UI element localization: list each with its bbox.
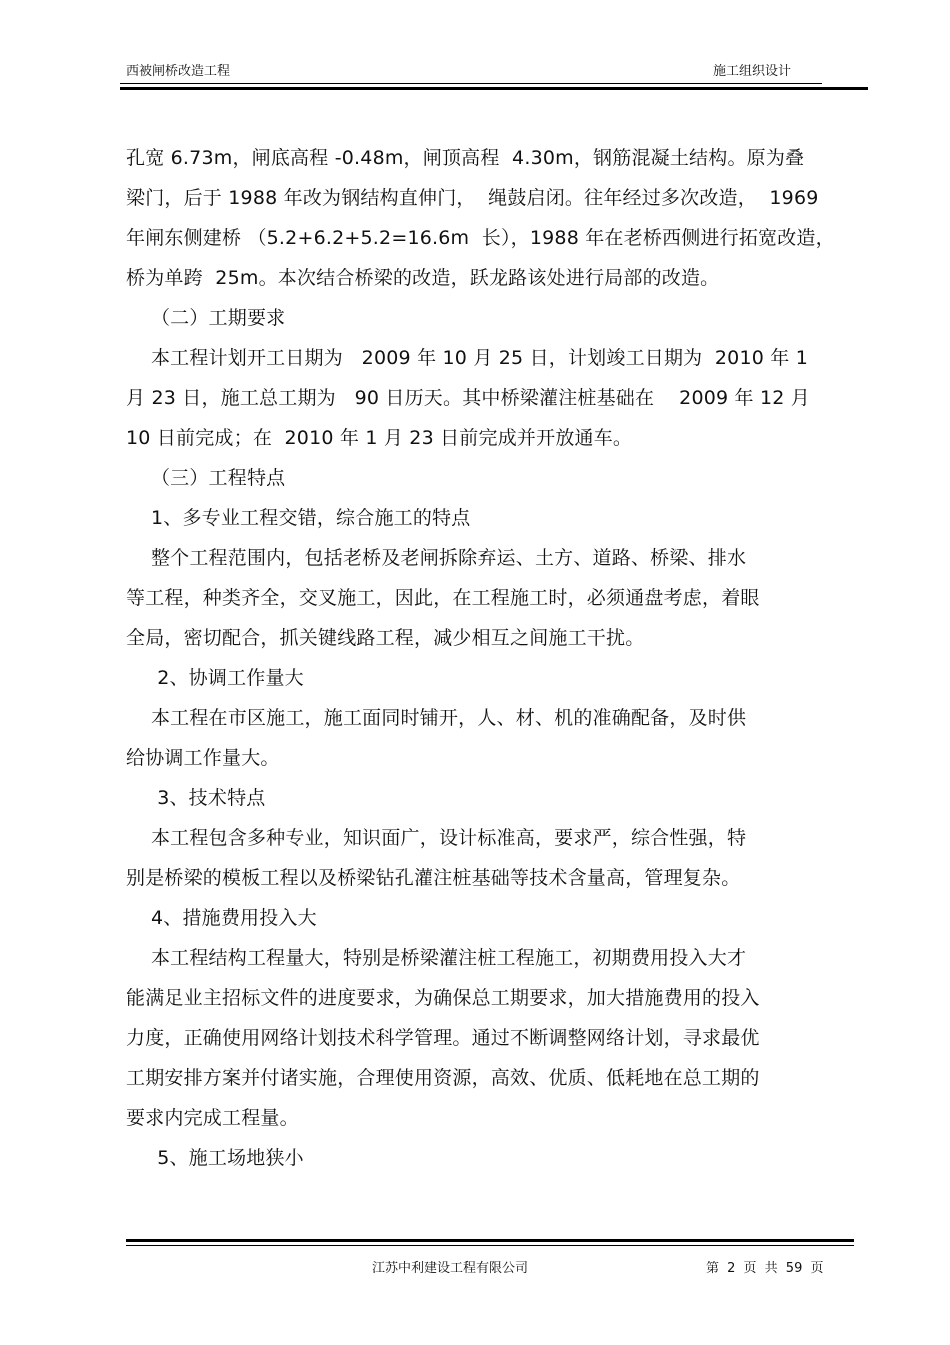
body-line: 整个工程范围内，包括老桥及老闸拆除弃运、土方、道路、桥梁、排水 [126,547,747,569]
header-project-title: 西被闸桥改造工程 [126,64,231,79]
body-line: 本工程包含多种专业，知识面广，设计标准高，要求严，综合性强，特 [126,827,747,849]
subsection-heading: 4、措施费用投入大 [126,907,317,929]
footer-rule-thick [126,1239,854,1242]
subsection-heading: 2、协调工作量大 [126,667,304,689]
body-line: 力度，正确使用网络计划技术科学管理。通过不断调整网络计划，寻求最优 [126,1027,760,1049]
header-document-type: 施工组织设计 [713,64,792,79]
footer-page-number: 第 2 页 共 59 页 [706,1261,824,1276]
body-line: 全局，密切配合，抓关键线路工程，减少相互之间施工干扰。 [126,627,645,649]
body-line: 等工程，种类齐全，交叉施工，因此，在工程施工时，必须通盘考虑，着眼 [126,587,760,609]
body-line: 月 23 日，施工总工期为 90 日历天。其中桥梁灌注桩基础在 2009 年 12 月 [126,387,810,409]
footer-rule-thin [126,1245,854,1246]
subsection-heading: 3、技术特点 [126,787,266,809]
body-line: 梁门，后于 1988 年改为钢结构直伸门， 绳鼓启闭。往年经过多次改造， 1969 [126,187,819,209]
body-line: 桥为单跨 25m。本次结合桥梁的改造，跃龙路该处进行局部的改造。 [126,267,720,289]
body-line: 孔宽 6.73m，闸底高程 -0.48m，闸顶高程 4.30m，钢筋混凝土结构。原为叠 [126,147,805,169]
header-rule-thin [120,83,822,84]
body-line: 本工程计划开工日期为 2009 年 10 月 25 日，计划竣工日期为 2010 年 1 [126,347,808,369]
section-heading: （三）工程特点 [126,467,286,489]
subsection-heading: 1、多专业工程交错，综合施工的特点 [126,507,471,529]
body-line: 本工程在市区施工，施工面同时铺开，人、材、机的准确配备，及时供 [126,707,747,729]
footer-company-name: 江苏中利建设工程有限公司 [372,1261,529,1276]
body-line: 工期安排方案并付诸实施，合理使用资源，高效、优质、低耗地在总工期的 [126,1067,760,1089]
subsection-heading: 5、施工场地狭小 [126,1147,304,1169]
body-line: 年闸东侧建桥 （5.2+6.2+5.2=16.6m 长），1988 年在老桥西侧进行拓宽改造， [126,227,835,249]
body-line: 别是桥梁的模板工程以及桥梁钻孔灌注桩基础等技术含量高，管理复杂。 [126,867,741,889]
header-rule-thick [120,87,868,90]
body-line: 10 日前完成；在 2010 年 1 月 23 日前完成并开放通车。 [126,427,633,449]
body-line: 给协调工作量大。 [126,747,280,769]
body-line: 本工程结构工程量大，特别是桥梁灌注桩工程施工，初期费用投入大才 [126,947,747,969]
body-line: 能满足业主招标文件的进度要求，为确保总工期要求，加大措施费用的投入 [126,987,760,1009]
body-line: 要求内完成工程量。 [126,1107,299,1129]
section-heading: （二）工期要求 [126,307,286,329]
